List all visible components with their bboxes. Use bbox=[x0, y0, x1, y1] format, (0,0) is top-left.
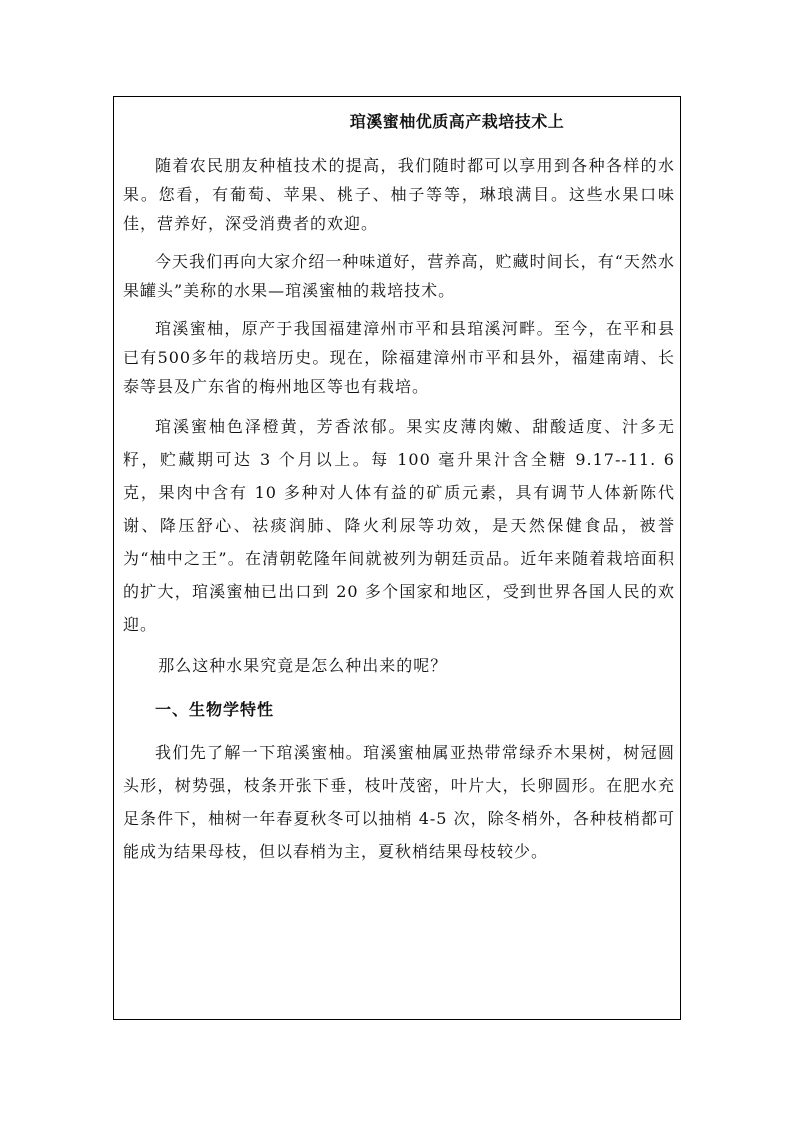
paragraph-question: 那么这种水果究竟是怎么种出来的呢？ bbox=[158, 656, 448, 675]
section-heading-biology: 一、生物学特性 bbox=[155, 700, 275, 719]
paragraph-introduction-topic: 今天我们再向大家介绍一种味道好，营养高，贮藏时间长，有“天然水果罐头”美称的水果—琯溪蜜柚的栽培技术。 bbox=[123, 252, 675, 300]
document-title: 琯溪蜜柚优质高产栽培技术上 bbox=[349, 112, 565, 131]
document-body bbox=[123, 151, 675, 868]
paragraph-origin: 琯溪蜜柚，原产于我国福建漳州市平和县琯溪河畔。至今，在平和县已有500多年的栽培历史。现在，除福建漳州市平和县外，福建南靖、长泰等县及广东省的梅州地区等也有栽培。 bbox=[123, 319, 675, 396]
paragraph-biology: 我们先了解一下琯溪蜜柚。琯溪蜜柚属亚热带常绿乔木果树，树冠圆头形，树势强，枝条开张下垂，枝叶茂密，叶片大，长卵圆形。在肥水充足条件下，柚树一年春夏秋冬可以抽梢 4-5 次，除冬梢外，各种枝梢都可能成为结果母枝，但以春梢为主，夏秋梢结果母枝较少。 bbox=[123, 743, 675, 861]
paragraph-intro: 随着农民朋友种植技术的提高，我们随时都可以享用到各种各样的水果。您看，有葡萄、苹果、桃子、柚子等等，琳琅满目。这些水果口味佳，营养好，深受消费者的欢迎。 bbox=[123, 156, 675, 233]
document-frame bbox=[113, 96, 681, 1020]
paragraph-qualities: 琯溪蜜柚色泽橙黄，芳香浓郁。果实皮薄肉嫩、甜酸适度、汁多无籽，贮藏期可达 3 个月以上。每 100 毫升果汁含全糖 9.17--11. 6 克，果肉中含有 10 多种对人体有益的矿质元素，具有调节人体新陈代谢、降压舒心、祛痰润肺、降火利尿等功效，是天然保健食品，被誉为“柚中之王”。在清朝乾隆年间就被列为朝廷贡品。近年来随着栽培面积的扩大，琯溪蜜柚已出口到 20 多个国家和地区，受到世界各国人民的欢迎。 bbox=[123, 417, 675, 634]
